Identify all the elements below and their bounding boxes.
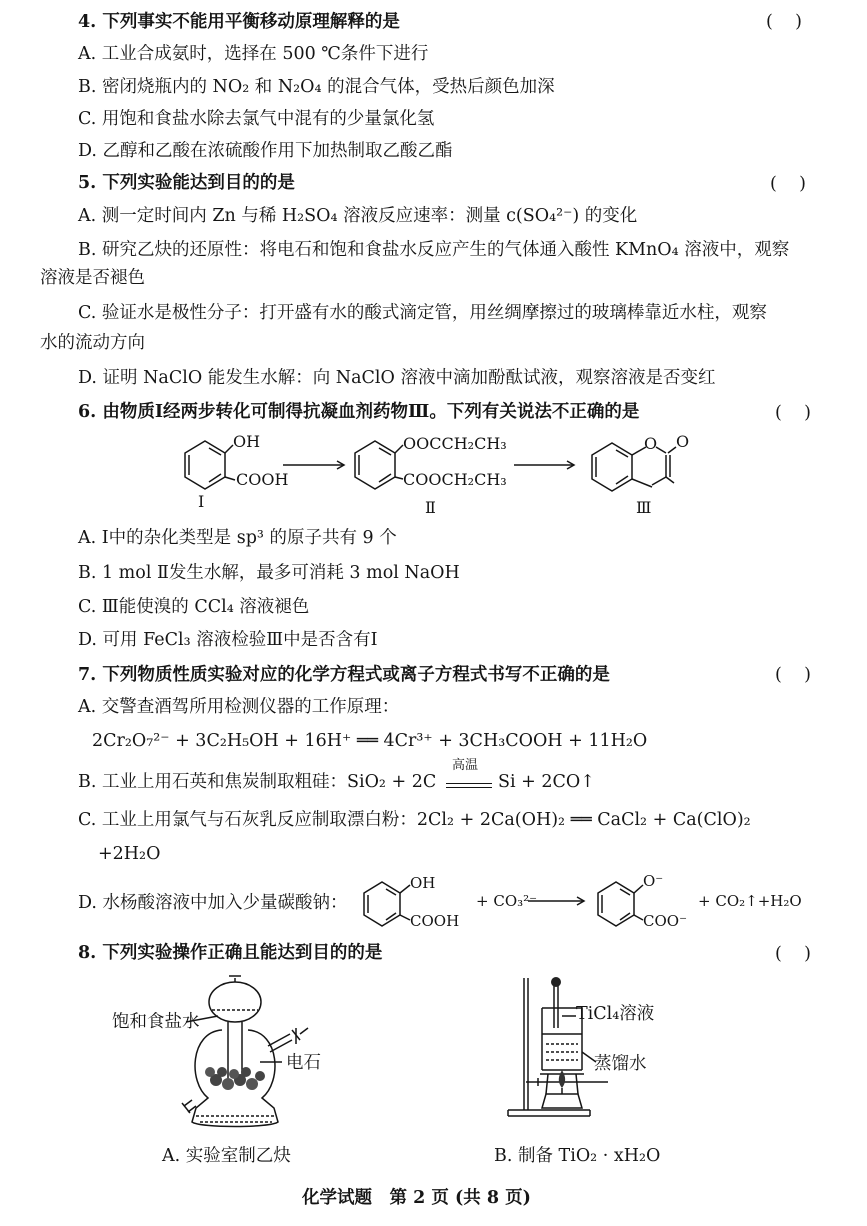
- salicylic-acid-cooh: COOH: [410, 912, 460, 930]
- q7-option-b-equals-top: [446, 783, 492, 784]
- salicylate-ring: [598, 882, 643, 926]
- q6-option-c: C. Ⅲ能使溴的 CCl₄ 溶液褪色: [78, 597, 310, 617]
- q5-answer-bracket: ( ): [770, 174, 806, 194]
- q4-stem: 4. 下列事实不能用平衡移动原理解释的是: [78, 12, 400, 32]
- q7-option-b-equals-bottom: [446, 787, 492, 788]
- arrow-step-1: [283, 461, 344, 469]
- q4-answer-bracket: ( ): [766, 12, 802, 32]
- salicylic-acid-oh: OH: [410, 874, 436, 892]
- molecule-ii-benzene-ring: [355, 441, 403, 489]
- apparatus-a-acetylene-generator: [100, 970, 400, 1140]
- q5-stem: 5. 下列实验能达到目的的是: [78, 173, 295, 193]
- q7-option-c-line2: +2H₂O: [98, 844, 161, 864]
- molecule-i-oh: OH: [233, 432, 261, 451]
- molecule-ii-ester-bottom: COOCH₂CH₃: [403, 470, 507, 489]
- products-co2-h2o: + CO₂↑+H₂O: [698, 892, 802, 910]
- molecule-iii-carbonyl-o: O: [676, 432, 690, 451]
- molecule-iii-label: Ⅲ: [636, 498, 652, 517]
- q4-option-c: C. 用饱和食盐水除去氯气中混有的少量氯化氢: [78, 109, 435, 129]
- q4-option-a: A. 工业合成氨时，选择在 500 ℃条件下进行: [78, 44, 429, 64]
- q7-option-d-equation: [0, 868, 867, 943]
- molecule-ii-ester-top: OOCCH₂CH₃: [403, 434, 507, 453]
- q6-reaction-scheme: [0, 425, 867, 535]
- q7-option-c-line1: C. 工业上用氯气与石灰乳反应制取漂白粉：2Cl₂ + 2Ca(OH)₂ ══ CaCl₂ + Ca(ClO)₂: [78, 810, 751, 830]
- molecule-iii-coumarin: [592, 443, 676, 491]
- q5-option-b-line2: 溶液是否褪色: [40, 268, 145, 288]
- q7-option-a-equation: 2Cr₂O₇²⁻ + 3C₂H₅OH + 16H⁺ ══ 4Cr³⁺ + 3CH₃COOH + 11H₂O: [92, 731, 648, 751]
- q5-option-c-line1: C. 验证水是极性分子：打开盛有水的酸式滴定管，用丝绸摩擦过的玻璃棒靠近水柱，观察: [78, 303, 767, 323]
- label-calcium-carbide: 电石: [286, 1053, 321, 1073]
- label-saturated-brine: 饱和食盐水: [112, 1012, 200, 1032]
- q5-option-c-line2: 水的流动方向: [40, 333, 145, 353]
- calcium-carbide-lumps: [205, 1067, 265, 1090]
- q7-answer-bracket: ( ): [775, 665, 811, 685]
- q8-stem: 8. 下列实验操作正确且能达到目的的是: [78, 943, 383, 963]
- salicylate-coo-minus: COO⁻: [643, 912, 687, 930]
- q8-answer-bracket: ( ): [775, 944, 811, 964]
- salicylic-acid-ring: [364, 882, 410, 926]
- molecule-i-benzene-ring: [185, 441, 235, 489]
- page-footer: 化学试题 第 2 页 (共 8 页): [302, 1188, 531, 1208]
- q6-option-a: A. Ⅰ中的杂化类型是 sp³ 的原子共有 9 个: [78, 528, 397, 548]
- q6-option-d: D. 可用 FeCl₃ 溶液检验Ⅲ中是否含有Ⅰ: [78, 630, 378, 650]
- q7-option-b-left: B. 工业上用石英和焦炭制取粗硅：SiO₂ + 2C: [78, 772, 437, 792]
- caption-b: B. 制备 TiO₂ · xH₂O: [494, 1146, 661, 1166]
- molecule-ii-label: Ⅱ: [425, 498, 436, 517]
- q6-answer-bracket: ( ): [775, 403, 811, 423]
- q6-option-b: B. 1 mol Ⅱ发生水解，最多可消耗 3 mol NaOH: [78, 563, 460, 583]
- q6-stem: 6. 由物质Ⅰ经两步转化可制得抗凝血剂药物Ⅲ。下列有关说法不正确的是: [78, 402, 640, 422]
- q4-option-b: B. 密闭烧瓶内的 NO₂ 和 N₂O₄ 的混合气体，受热后颜色加深: [78, 77, 555, 97]
- molecule-i-label: Ⅰ: [198, 492, 205, 511]
- label-ticl4-solution: TiCl₄溶液: [576, 1004, 655, 1024]
- molecule-iii-ring-o: O: [644, 434, 658, 453]
- q7-option-b-right: Si + 2CO↑: [498, 772, 595, 792]
- q7-option-a: A. 交警查酒驾所用检测仪器的工作原理：: [78, 697, 400, 717]
- carbonate-ion: + CO₃²⁻: [476, 892, 538, 910]
- q5-option-a: A. 测一定时间内 Zn 与稀 H₂SO₄ 溶液反应速率：测量 c(SO₄²⁻) 的变化: [78, 206, 638, 226]
- q7-option-b-condition: 高温: [452, 758, 479, 773]
- molecule-i-cooh: COOH: [236, 470, 289, 489]
- label-distilled-water: 蒸馏水: [594, 1054, 647, 1074]
- arrow-step-2: [514, 461, 574, 469]
- q5-option-d: D. 证明 NaClO 能发生水解：向 NaClO 溶液中滴加酚酞试液，观察溶液是否变红: [78, 368, 716, 388]
- caption-a: A. 实验室制乙炔: [162, 1146, 291, 1166]
- q7-option-d-text: D. 水杨酸溶液中加入少量碳酸钠：: [78, 893, 348, 913]
- q5-option-b-line1: B. 研究乙炔的还原性：将电石和饱和食盐水反应产生的气体通入酸性 KMnO₄ 溶液中，观察: [78, 240, 790, 260]
- q4-option-d: D. 乙醇和乙酸在浓硫酸作用下加热制取乙酸乙酯: [78, 141, 453, 161]
- salicylate-o-minus: O⁻: [643, 872, 664, 890]
- q7-stem: 7. 下列物质性质实验对应的化学方程式或离子方程式书写不正确的是: [78, 665, 610, 685]
